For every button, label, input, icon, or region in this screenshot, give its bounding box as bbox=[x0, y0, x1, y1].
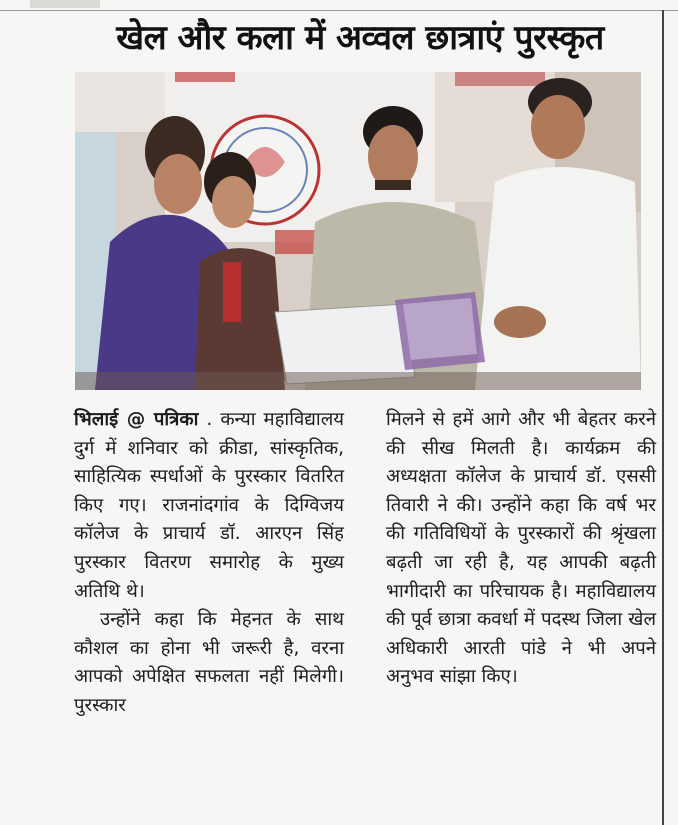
paragraph-1 bbox=[74, 406, 344, 606]
article-column-right bbox=[386, 406, 656, 692]
dateline: भिलाई @ पत्रिका bbox=[74, 409, 199, 430]
clipping-edge bbox=[30, 0, 100, 8]
photo-illustration bbox=[75, 72, 641, 390]
top-divider bbox=[0, 10, 678, 11]
headline: खेल और कला में अव्वल छात्राएं पुरस्कृत bbox=[116, 18, 604, 58]
award-ceremony-photo bbox=[75, 72, 641, 390]
article-body bbox=[74, 406, 656, 816]
paragraph-3: मिलने से हमें आगे और भी बेहतर करने की सीख मिलती है। कार्यक्रम की अध्यक्षता कॉलेज के प्राचार्य डॉ. एससी तिवारी ने की। उन्होंने कहा कि वर्ष भर की गतिविधियों के पुरस्कारों की श्रृंखला बढ़ती जा रही है, यह आपकी बढ़ती भागीदारी का परिचायक है। महाविद्यालय की पूर्व छात्रा कवर्धा में पदस्थ जिला खेल अधिकारी आरती पांडे ने भी अपने अनुभव सांझा किए। bbox=[386, 409, 656, 688]
column-divider bbox=[662, 10, 664, 825]
article-column-left bbox=[74, 406, 344, 721]
paragraph-2: उन्होंने कहा कि मेहनत के साथ कौशल का होना भी जरूरी है, वरना आपको अपेक्षित सफलता नहीं मिलेगी। पुरस्कार bbox=[74, 609, 344, 716]
paragraph-1-text: . कन्या महाविद्यालय दुर्ग में शनिवार को क्रीडा, सांस्कृतिक, साहित्यिक स्पर्धाओं के पुरस्कार वितरित किए गए। राजनांदगांव के दिग्विजय कॉलेज के प्राचार्य डॉ. आरएन सिंह पुरस्कार वितरण समारोह के मुख्य अतिथि थे। bbox=[74, 409, 344, 602]
